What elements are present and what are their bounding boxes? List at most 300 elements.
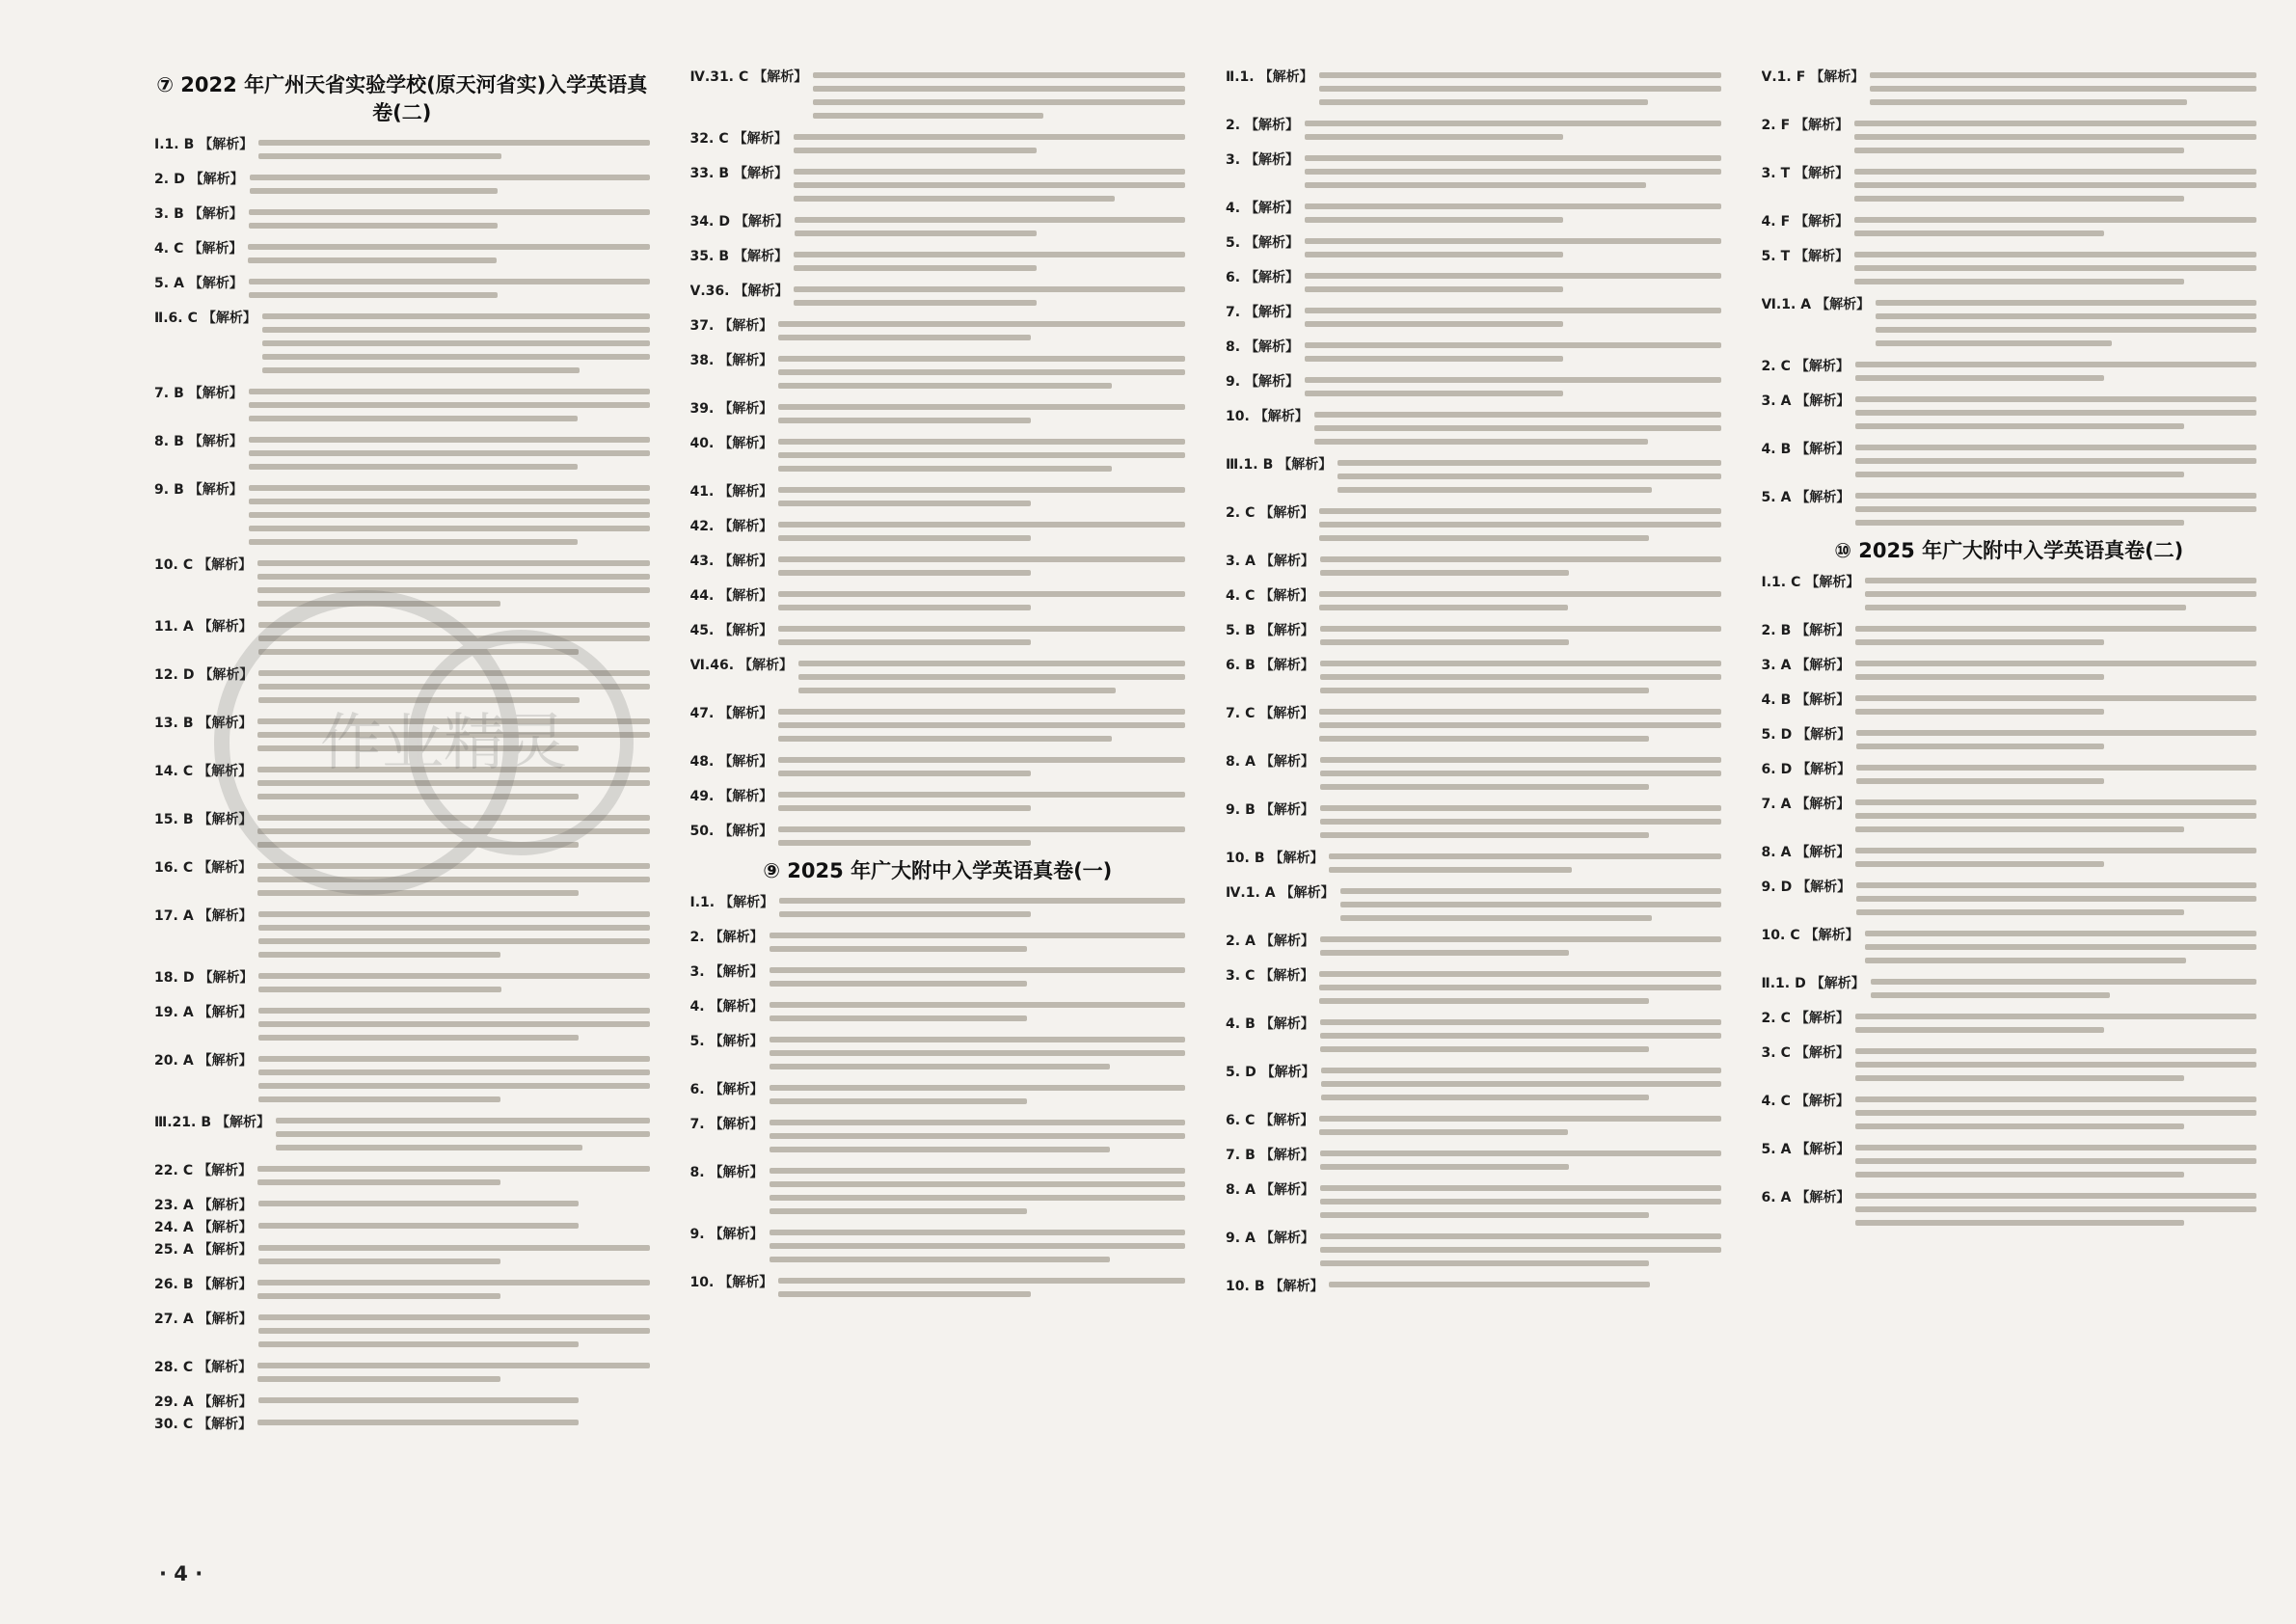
answer-letter: A (1780, 1190, 1792, 1205)
analysis-tag: 【解析】 (198, 812, 253, 827)
answer-letter: F (1780, 118, 1791, 133)
answer-letter: C (1780, 1094, 1791, 1109)
analysis-text-placeholder (1319, 1111, 1720, 1143)
text-line (1320, 626, 1721, 632)
answer-letter: B (1254, 1279, 1265, 1294)
answer-entry (1762, 392, 2257, 437)
analysis-tag: 【解析】 (733, 166, 788, 181)
question-number: 43. (689, 554, 715, 569)
text-line (1319, 72, 1721, 78)
analysis-tag: 【解析】 (1795, 166, 1850, 181)
question-number: 5. (1226, 623, 1241, 638)
question-number: 5. (1761, 1142, 1776, 1157)
answer-letter: C (174, 241, 184, 257)
analysis-tag: 【解析】 (189, 172, 244, 187)
text-line (778, 556, 1185, 562)
question-number: 3. (1226, 152, 1241, 168)
text-line (1870, 86, 2256, 92)
analysis-text-placeholder (1340, 883, 1721, 929)
question-number: 4. (1226, 201, 1241, 216)
answer-letter: C (1245, 968, 1256, 984)
text-line (778, 383, 1112, 389)
question-number: 6. (1226, 658, 1241, 673)
text-line (257, 718, 649, 724)
answer-entry (154, 1196, 650, 1215)
text-line (1855, 861, 2104, 867)
text-line (258, 1201, 580, 1206)
text-line (1865, 605, 2186, 610)
answer-entry (154, 1358, 650, 1390)
analysis-text-placeholder (1319, 503, 1720, 549)
question-number: 2. (1226, 934, 1241, 949)
analysis-text-placeholder (1320, 1229, 1721, 1274)
text-line (1856, 896, 2256, 902)
question-number: 28. (154, 1360, 178, 1375)
answer-entry (690, 68, 1186, 126)
text-line (1320, 570, 1569, 576)
page-number: · 4 · (159, 1562, 203, 1585)
analysis-text-placeholder (1319, 966, 1720, 1012)
analysis-text-placeholder (276, 1113, 649, 1158)
analysis-tag: 【解析】 (198, 860, 253, 876)
text-line (250, 175, 650, 180)
text-line (1855, 410, 2256, 416)
analysis-text-placeholder (1320, 1180, 1721, 1226)
answer-entry (690, 621, 1186, 653)
question-number: 7. (1226, 706, 1241, 721)
question-number: 2. (1761, 1011, 1776, 1026)
text-line (1856, 765, 2256, 771)
text-line (794, 300, 1036, 306)
analysis-text-placeholder (1855, 392, 2256, 437)
answer-entry (1762, 656, 2257, 688)
answer-letter: C (1780, 1045, 1791, 1061)
analysis-tag: 【解析】 (198, 1220, 253, 1235)
question-number: 8. (1226, 339, 1241, 355)
text-line (1340, 915, 1653, 921)
text-line (1855, 626, 2256, 632)
analysis-tag: 【解析】 (718, 519, 773, 534)
text-line (1855, 1123, 2184, 1129)
analysis-text-placeholder (1305, 268, 1720, 300)
question-number: 23. (154, 1198, 178, 1213)
analysis-tag: 【解析】 (1796, 727, 1851, 743)
answer-entry (1762, 164, 2257, 209)
answer-letter: B (1245, 802, 1256, 818)
analysis-tag: 【解析】 (709, 930, 764, 945)
analysis-tag: 【解析】 (718, 436, 773, 451)
analysis-text-placeholder (258, 1051, 650, 1110)
analysis-tag: 【解析】 (1795, 1094, 1850, 1109)
answer-entry (690, 434, 1186, 479)
text-line (1314, 425, 1721, 431)
question-number: 10. (1226, 851, 1250, 866)
analysis-tag: 【解析】 (1804, 928, 1859, 943)
analysis-tag: 【解析】 (216, 1115, 271, 1130)
text-line (795, 217, 1185, 223)
column-4 (1762, 68, 2257, 1543)
analysis-tag: 【解析】 (198, 716, 253, 731)
text-line (249, 464, 578, 470)
analysis-tag: 【解析】 (188, 276, 243, 291)
analysis-tag: 【解析】 (198, 908, 253, 924)
answer-letter: A (1780, 845, 1792, 860)
analysis-tag: 【解析】 (718, 754, 773, 770)
answer-letter: C (1780, 359, 1791, 374)
text-line (778, 605, 1030, 610)
text-line (258, 987, 500, 992)
answer-letter: B (1780, 623, 1792, 638)
question-number: 7. (689, 1117, 705, 1132)
answer-letter: B (1254, 851, 1265, 866)
text-line (1305, 286, 1562, 292)
text-line (1320, 688, 1649, 693)
question-number: 7. (1226, 305, 1241, 320)
text-line (1855, 1193, 2256, 1199)
analysis-tag: 【解析】 (734, 284, 789, 299)
text-line (257, 1179, 500, 1185)
answer-letter: D (1245, 1065, 1256, 1080)
text-line (249, 402, 650, 408)
analysis-text-placeholder (794, 129, 1185, 161)
question-number: 33. (689, 166, 715, 181)
question-number: Ⅲ.1. (1226, 457, 1258, 473)
text-line (258, 1035, 580, 1041)
question-number: Ⅳ.1. (1226, 885, 1260, 901)
analysis-text-placeholder (258, 1393, 650, 1411)
text-line (1320, 1212, 1649, 1218)
answer-entry (154, 617, 650, 663)
analysis-tag: 【解析】 (198, 557, 253, 573)
answer-entry (154, 1275, 650, 1307)
text-line (1320, 639, 1569, 645)
answer-entry (1762, 295, 2257, 354)
question-number: 17. (154, 908, 178, 924)
analysis-tag: 【解析】 (1796, 393, 1850, 409)
analysis-text-placeholder (770, 1080, 1185, 1112)
text-line (262, 354, 650, 360)
question-number: 50. (689, 824, 715, 839)
analysis-tag: 【解析】 (709, 1227, 764, 1242)
text-line (1855, 1062, 2256, 1068)
question-number: 10. (1761, 928, 1786, 943)
question-number: 19. (154, 1005, 178, 1020)
text-line (770, 1168, 1185, 1174)
analysis-text-placeholder (778, 399, 1185, 431)
text-line (262, 327, 650, 333)
text-line (257, 767, 649, 772)
text-line (257, 890, 579, 896)
answer-letter: D (718, 214, 730, 230)
answer-entry (1762, 1092, 2257, 1137)
analysis-tag: 【解析】 (1259, 1113, 1314, 1128)
text-line (250, 188, 498, 194)
analysis-text-placeholder (778, 787, 1185, 819)
text-line (770, 933, 1185, 938)
question-number: 6. (1226, 270, 1241, 285)
question-number: 10. (154, 557, 178, 573)
analysis-tag: 【解析】 (1796, 845, 1850, 860)
analysis-tag: 【解析】 (1796, 623, 1850, 638)
analysis-text-placeholder (770, 1115, 1185, 1160)
text-line (258, 649, 580, 655)
analysis-tag: 【解析】 (1278, 457, 1333, 473)
answer-letter: A (1780, 393, 1792, 409)
question-number: Ⅳ.31. (689, 69, 734, 85)
text-line (257, 780, 649, 786)
question-number: 2. (1226, 505, 1241, 521)
analysis-tag: 【解析】 (198, 1360, 253, 1375)
text-line (257, 842, 579, 848)
analysis-text-placeholder (778, 316, 1185, 348)
text-line (1321, 1095, 1649, 1100)
analysis-tag: 【解析】 (1795, 214, 1850, 230)
answer-entry (1226, 752, 1721, 798)
text-line (1855, 1172, 2184, 1177)
text-line (1320, 757, 1721, 763)
text-line (770, 1208, 1027, 1214)
text-line (1305, 342, 1720, 348)
text-line (257, 601, 500, 607)
question-number: Ⅰ.1. (689, 895, 716, 910)
section-heading: ⑦ 2022 年广州天省实验学校(原天河省实)入学英语真卷(二) (156, 73, 648, 124)
answer-entry (154, 1051, 650, 1110)
answer-entry (690, 282, 1186, 313)
analysis-tag: 【解析】 (188, 386, 243, 401)
question-number: 4. (1761, 1094, 1776, 1109)
analysis-tag: 【解析】 (718, 623, 773, 638)
analysis-tag: 【解析】 (718, 318, 773, 334)
answer-entry (690, 1115, 1186, 1160)
analysis-tag: 【解析】 (1245, 118, 1300, 133)
analysis-text-placeholder (1319, 704, 1720, 749)
analysis-text-placeholder (257, 1161, 649, 1193)
text-line (794, 148, 1037, 153)
text-line (1855, 639, 2104, 645)
answer-letter: A (1245, 554, 1256, 569)
answer-letter: A (1780, 797, 1792, 812)
question-number: Ⅴ.36. (689, 284, 730, 299)
analysis-text-placeholder (1320, 621, 1721, 653)
text-line (778, 826, 1185, 832)
question-number: 14. (154, 764, 178, 779)
text-line (257, 1280, 649, 1286)
question-number: 8. (154, 434, 170, 449)
answer-entry (154, 1113, 650, 1158)
text-line (779, 911, 1031, 917)
analysis-text-placeholder (1870, 68, 2256, 113)
text-line (794, 169, 1185, 175)
text-line (257, 745, 579, 751)
text-line (257, 828, 649, 834)
text-line (1305, 203, 1720, 209)
answer-letter: A (182, 1005, 194, 1020)
analysis-text-placeholder (249, 204, 650, 236)
answer-entry (154, 170, 650, 202)
text-line (1305, 391, 1562, 396)
answer-entry (154, 665, 650, 711)
question-number: 8. (1761, 845, 1776, 860)
text-line (257, 1363, 649, 1368)
answer-entry (1762, 690, 2257, 722)
analysis-text-placeholder (258, 1196, 650, 1214)
analysis-text-placeholder (1320, 1015, 1721, 1060)
analysis-tag: 【解析】 (1805, 575, 1860, 590)
text-line (1855, 506, 2256, 512)
analysis-tag: 【解析】 (709, 1165, 764, 1180)
answer-letter: A (174, 276, 184, 291)
text-line (1855, 1145, 2256, 1150)
answer-entry (1226, 455, 1721, 501)
analysis-tag: 【解析】 (1795, 359, 1850, 374)
analysis-text-placeholder (778, 482, 1185, 514)
question-number: 2. (1226, 118, 1241, 133)
answer-entry (690, 1080, 1186, 1112)
text-line (778, 570, 1030, 576)
text-line (778, 335, 1030, 340)
question-number: 3. (1226, 968, 1241, 984)
text-line (1855, 709, 2104, 715)
answer-entry (1762, 878, 2257, 923)
question-number: Ⅰ.1. (1761, 575, 1787, 590)
analysis-tag: 【解析】 (734, 214, 789, 230)
answer-entry (1762, 573, 2257, 618)
answer-entry (1762, 1043, 2257, 1089)
watermark-text: 作业精灵 (320, 708, 567, 779)
text-line (276, 1118, 649, 1123)
answer-entry (690, 517, 1186, 549)
text-line (1854, 265, 2256, 271)
answer-entry (1762, 1140, 2257, 1185)
answer-entry (690, 704, 1186, 749)
text-line (1865, 958, 2186, 963)
answer-entry (690, 129, 1186, 161)
text-line (1855, 661, 2256, 666)
text-line (1876, 327, 2256, 333)
text-line (794, 196, 1115, 202)
analysis-tag: 【解析】 (198, 1163, 253, 1178)
answer-entry (1226, 150, 1721, 196)
text-line (770, 1098, 1027, 1104)
analysis-text-placeholder (1855, 440, 2256, 485)
question-number: 41. (689, 484, 715, 500)
text-line (1337, 487, 1652, 493)
analysis-text-placeholder (258, 135, 649, 167)
text-line (1854, 169, 2256, 175)
text-line (258, 1223, 580, 1229)
text-line (1855, 813, 2256, 819)
analysis-text-placeholder (1856, 725, 2256, 757)
answer-letter: B (174, 482, 184, 498)
answer-letter: C (182, 764, 194, 779)
question-number: 9. (154, 482, 170, 498)
analysis-tag: 【解析】 (1245, 270, 1300, 285)
question-number: 4. (154, 241, 170, 257)
text-line (1305, 252, 1562, 257)
text-line (798, 674, 1185, 680)
text-line (770, 1037, 1185, 1042)
text-line (257, 1293, 500, 1299)
analysis-tag: 【解析】 (198, 1242, 253, 1258)
text-line (1320, 1164, 1569, 1170)
text-line (1319, 591, 1720, 597)
analysis-tag: 【解析】 (1260, 1065, 1315, 1080)
analysis-text-placeholder (1321, 1063, 1721, 1108)
answer-entry (1762, 974, 2257, 1006)
analysis-tag: 【解析】 (198, 1005, 253, 1020)
analysis-text-placeholder (794, 164, 1185, 209)
analysis-text-placeholder (257, 810, 649, 855)
answer-entry (690, 586, 1186, 618)
section-heading: ⑨ 2025 年广大附中入学英语真卷(一) (763, 859, 1113, 882)
text-line (1305, 356, 1562, 362)
text-line (1319, 99, 1649, 105)
answer-letter: D (1795, 976, 1806, 991)
answer-entry (1226, 338, 1721, 369)
answer-entry (1762, 1188, 2257, 1233)
analysis-tag: 【解析】 (188, 241, 243, 257)
answer-entry (1762, 488, 2257, 533)
answer-entry (1226, 407, 1721, 452)
answer-entry (690, 997, 1186, 1029)
analysis-text-placeholder (1855, 357, 2256, 389)
text-line (1319, 605, 1568, 610)
text-line (1320, 1033, 1721, 1039)
analysis-text-placeholder (257, 1358, 649, 1390)
question-number: 29. (154, 1394, 178, 1410)
answer-entry (690, 1273, 1186, 1305)
analysis-text-placeholder (1329, 849, 1720, 880)
text-line (1337, 460, 1720, 466)
text-line (1337, 474, 1720, 479)
text-line (258, 622, 650, 628)
text-line (258, 670, 649, 676)
question-number: 5. (1226, 1065, 1241, 1080)
analysis-tag: 【解析】 (733, 249, 788, 264)
text-line (258, 1056, 650, 1062)
text-line (1305, 321, 1562, 327)
answer-entry (1762, 212, 2257, 244)
text-line (770, 1257, 1111, 1262)
text-line (778, 522, 1185, 528)
analysis-tag: 【解析】 (198, 1417, 253, 1432)
text-line (778, 535, 1030, 541)
text-line (778, 736, 1112, 742)
text-line (262, 367, 580, 373)
question-number: 34. (689, 214, 715, 230)
text-line (1320, 805, 1721, 811)
analysis-text-placeholder (1855, 621, 2256, 653)
answer-entry (1226, 800, 1721, 846)
text-line (1320, 950, 1569, 956)
text-line (1305, 377, 1720, 383)
text-line (1870, 99, 2187, 105)
text-line (794, 265, 1037, 271)
question-number: 49. (689, 789, 715, 804)
text-line (249, 437, 650, 443)
text-line (257, 587, 649, 593)
answer-entry (1762, 1009, 2257, 1041)
analysis-tag: 【解析】 (1810, 976, 1865, 991)
answer-letter: A (182, 619, 194, 635)
analysis-text-placeholder (1855, 1140, 2256, 1185)
analysis-text-placeholder (257, 1415, 649, 1433)
question-number: 9. (1226, 802, 1241, 818)
question-number: 27. (154, 1312, 178, 1327)
text-line (770, 1230, 1185, 1235)
analysis-tag: 【解析】 (1796, 797, 1850, 812)
answer-entry (1762, 795, 2257, 840)
